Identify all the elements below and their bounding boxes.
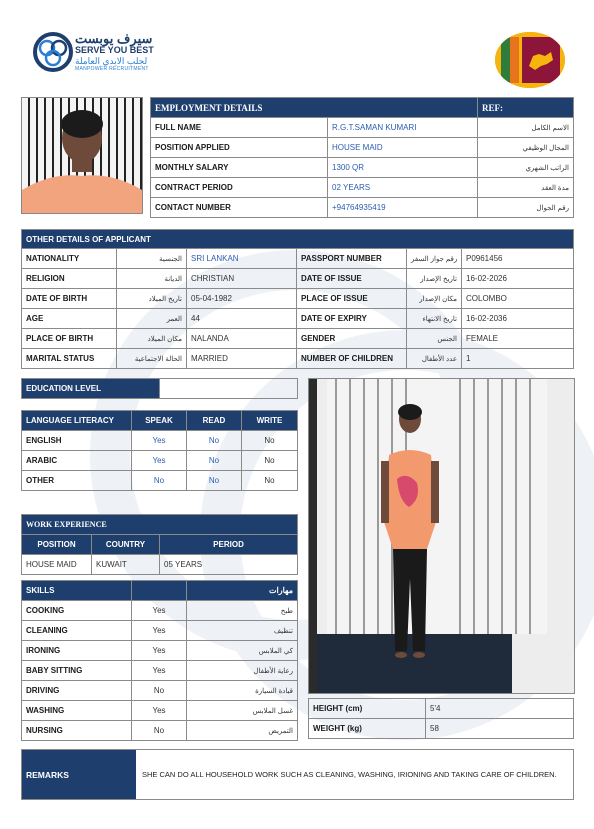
- other-arabic: الحالة الاجتماعية: [117, 349, 187, 369]
- other-label: GENDER: [297, 329, 407, 349]
- read-header: READ: [187, 411, 242, 431]
- other-label: DATE OF EXPIRY: [297, 309, 407, 329]
- skill-value: Yes: [132, 621, 187, 641]
- work-period: 05 YEARS: [160, 555, 298, 575]
- skills-header-spacer: [132, 581, 187, 601]
- person-portrait-icon: [22, 98, 142, 213]
- skill-arabic: رعاية الأطفال: [187, 661, 298, 681]
- other-details-header: OTHER DETAILS OF APPLICANT: [22, 230, 574, 249]
- employment-arabic: رقم الجوال: [478, 198, 574, 218]
- employment-label: POSITION APPLIED: [151, 138, 328, 158]
- other-value: SRI LANKAN: [187, 249, 297, 269]
- education-level-table: [21, 378, 298, 399]
- other-value: 16-02-2036: [462, 309, 574, 329]
- other-label: AGE: [22, 309, 117, 329]
- other-label: PLACE OF ISSUE: [297, 289, 407, 309]
- skill-row: [22, 701, 298, 721]
- brand-name: SERVE YOU BEST: [75, 45, 154, 55]
- other-label: PASSPORT NUMBER: [297, 249, 407, 269]
- other-value: 05-04-1982: [187, 289, 297, 309]
- work-country: KUWAIT: [92, 555, 160, 575]
- read-value: No: [187, 451, 242, 471]
- logo-icon: [33, 32, 73, 72]
- employment-row: [151, 158, 574, 178]
- skill-label: CLEANING: [22, 621, 132, 641]
- skill-arabic: تنظيف: [187, 621, 298, 641]
- other-value: 16-02-2026: [462, 269, 574, 289]
- measure-row: [309, 719, 574, 739]
- sri-lanka-flag: [495, 32, 565, 88]
- skill-value: Yes: [132, 661, 187, 681]
- ref-label: REF:: [478, 98, 574, 118]
- other-label: PLACE OF BIRTH: [22, 329, 117, 349]
- employment-label: MONTHLY SALARY: [151, 158, 328, 178]
- employment-value: 02 YEARS: [328, 178, 478, 198]
- standing-person-icon: [309, 379, 574, 693]
- remarks-section: [21, 749, 574, 800]
- flag-icon: [495, 32, 565, 88]
- brand-arabic: سيرف يوبست: [75, 31, 153, 46]
- speak-header: SPEAK: [132, 411, 187, 431]
- company-logo: [33, 32, 73, 72]
- other-label: NUMBER OF CHILDREN: [297, 349, 407, 369]
- employment-row: [151, 198, 574, 218]
- language-name: ARABIC: [22, 451, 132, 471]
- education-level-label: EDUCATION LEVEL: [22, 379, 160, 399]
- remarks-text: SHE CAN DO ALL HOUSEHOLD WORK SUCH AS CLEANING, WASHING, IRIONING AND TAKING CARE OF CHILDREN.: [142, 770, 557, 779]
- skill-arabic: طبخ: [187, 601, 298, 621]
- other-row: [22, 329, 574, 349]
- skills-arabic-header: مهارات: [187, 581, 298, 601]
- skill-arabic: كي الملابس: [187, 641, 298, 661]
- skill-arabic: التمريض: [187, 721, 298, 741]
- language-name: ENGLISH: [22, 431, 132, 451]
- other-arabic: مكان الميلاد: [117, 329, 187, 349]
- other-details-table: [21, 229, 574, 369]
- other-arabic: تاريخ الإصدار: [407, 269, 462, 289]
- remarks-label: REMARKS: [22, 750, 136, 799]
- other-value: CHRISTIAN: [187, 269, 297, 289]
- other-label: MARITAL STATUS: [22, 349, 117, 369]
- employment-label: CONTRACT PERIOD: [151, 178, 328, 198]
- employment-value: R.G.T.SAMAN KUMARI: [328, 118, 478, 138]
- other-row: [22, 349, 574, 369]
- speak-value: Yes: [132, 451, 187, 471]
- employment-label: CONTACT NUMBER: [151, 198, 328, 218]
- speak-value: No: [132, 471, 187, 491]
- skill-label: WASHING: [22, 701, 132, 721]
- height-value: 5'4: [426, 699, 574, 719]
- other-row: [22, 289, 574, 309]
- other-arabic: تاريخ الميلاد: [117, 289, 187, 309]
- other-row: [22, 249, 574, 269]
- language-header: LANGUAGE LITERACY: [22, 411, 132, 431]
- period-header: PERIOD: [160, 535, 298, 555]
- employment-value: HOUSE MAID: [328, 138, 478, 158]
- other-value: P0961456: [462, 249, 574, 269]
- employment-arabic: مدة العقد: [478, 178, 574, 198]
- other-arabic: الجنسية: [117, 249, 187, 269]
- language-row: [22, 471, 298, 491]
- skill-value: Yes: [132, 601, 187, 621]
- skill-row: [22, 681, 298, 701]
- write-header: WRITE: [242, 411, 298, 431]
- skill-arabic: قيادة السيارة: [187, 681, 298, 701]
- work-experience-header: WORK EXPERIENCE: [22, 515, 298, 535]
- education-level-value: [160, 379, 298, 399]
- language-literacy-table: [21, 410, 298, 491]
- read-value: No: [187, 471, 242, 491]
- employment-arabic: الراتب الشهري: [478, 158, 574, 178]
- full-body-photo: [308, 378, 575, 694]
- other-arabic: الديانة: [117, 269, 187, 289]
- skill-value: No: [132, 721, 187, 741]
- other-value: NALANDA: [187, 329, 297, 349]
- height-label: HEIGHT (cm): [309, 699, 426, 719]
- brand-arabic-sub: لجلب الايدي العاملة: [75, 56, 148, 66]
- weight-label: WEIGHT (kg): [309, 719, 426, 739]
- other-row: [22, 269, 574, 289]
- skill-arabic: غسل الملابس: [187, 701, 298, 721]
- employment-row: [151, 118, 574, 138]
- skill-value: No: [132, 681, 187, 701]
- write-value: No: [242, 451, 298, 471]
- speak-value: Yes: [132, 431, 187, 451]
- other-value: COLOMBO: [462, 289, 574, 309]
- employment-arabic: المجال الوظيفي: [478, 138, 574, 158]
- skill-row: [22, 721, 298, 741]
- employment-label: FULL NAME: [151, 118, 328, 138]
- other-arabic: مكان الإصدار: [407, 289, 462, 309]
- work-experience-table: [21, 514, 298, 575]
- skill-label: COOKING: [22, 601, 132, 621]
- portrait-photo: [21, 97, 143, 214]
- write-value: No: [242, 431, 298, 451]
- employment-row: [151, 178, 574, 198]
- other-arabic: الجنس: [407, 329, 462, 349]
- employment-value: 1300 QR: [328, 158, 478, 178]
- skill-row: [22, 641, 298, 661]
- employment-arabic: الاسم الكامل: [478, 118, 574, 138]
- measurements-table: [308, 698, 574, 739]
- other-arabic: رقم جواز السفر: [407, 249, 462, 269]
- brand-block: [75, 33, 185, 73]
- read-value: No: [187, 431, 242, 451]
- skill-row: [22, 621, 298, 641]
- employment-details-header: EMPLOYMENT DETAILS: [151, 98, 478, 118]
- skills-header: SKILLS: [22, 581, 132, 601]
- employment-details-table: [150, 97, 574, 218]
- other-value: FEMALE: [462, 329, 574, 349]
- employment-row: [151, 138, 574, 158]
- skill-label: NURSING: [22, 721, 132, 741]
- country-header: COUNTRY: [92, 535, 160, 555]
- other-arabic: تاريخ الانتهاء: [407, 309, 462, 329]
- employment-value: +94764935419: [328, 198, 478, 218]
- other-value: MARRIED: [187, 349, 297, 369]
- brand-sub: MANPOWER RECRUITMENT: [75, 66, 149, 72]
- language-name: OTHER: [22, 471, 132, 491]
- other-label: DATE OF BIRTH: [22, 289, 117, 309]
- skill-label: IRONING: [22, 641, 132, 661]
- skill-label: BABY SITTING: [22, 661, 132, 681]
- weight-value: 58: [426, 719, 574, 739]
- other-label: RELIGION: [22, 269, 117, 289]
- other-arabic: عدد الأطفال: [407, 349, 462, 369]
- skill-row: [22, 601, 298, 621]
- other-label: DATE OF ISSUE: [297, 269, 407, 289]
- position-header: POSITION: [22, 535, 92, 555]
- language-row: [22, 431, 298, 451]
- other-arabic: العمر: [117, 309, 187, 329]
- skill-label: DRIVING: [22, 681, 132, 701]
- skill-row: [22, 661, 298, 681]
- skill-value: Yes: [132, 701, 187, 721]
- skill-value: Yes: [132, 641, 187, 661]
- other-value: 44: [187, 309, 297, 329]
- other-label: NATIONALITY: [22, 249, 117, 269]
- work-position: HOUSE MAID: [22, 555, 92, 575]
- work-row: [22, 555, 298, 575]
- skills-table: [21, 580, 298, 741]
- other-row: [22, 309, 574, 329]
- language-row: [22, 451, 298, 471]
- other-value: 1: [462, 349, 574, 369]
- write-value: No: [242, 471, 298, 491]
- measure-row: [309, 699, 574, 719]
